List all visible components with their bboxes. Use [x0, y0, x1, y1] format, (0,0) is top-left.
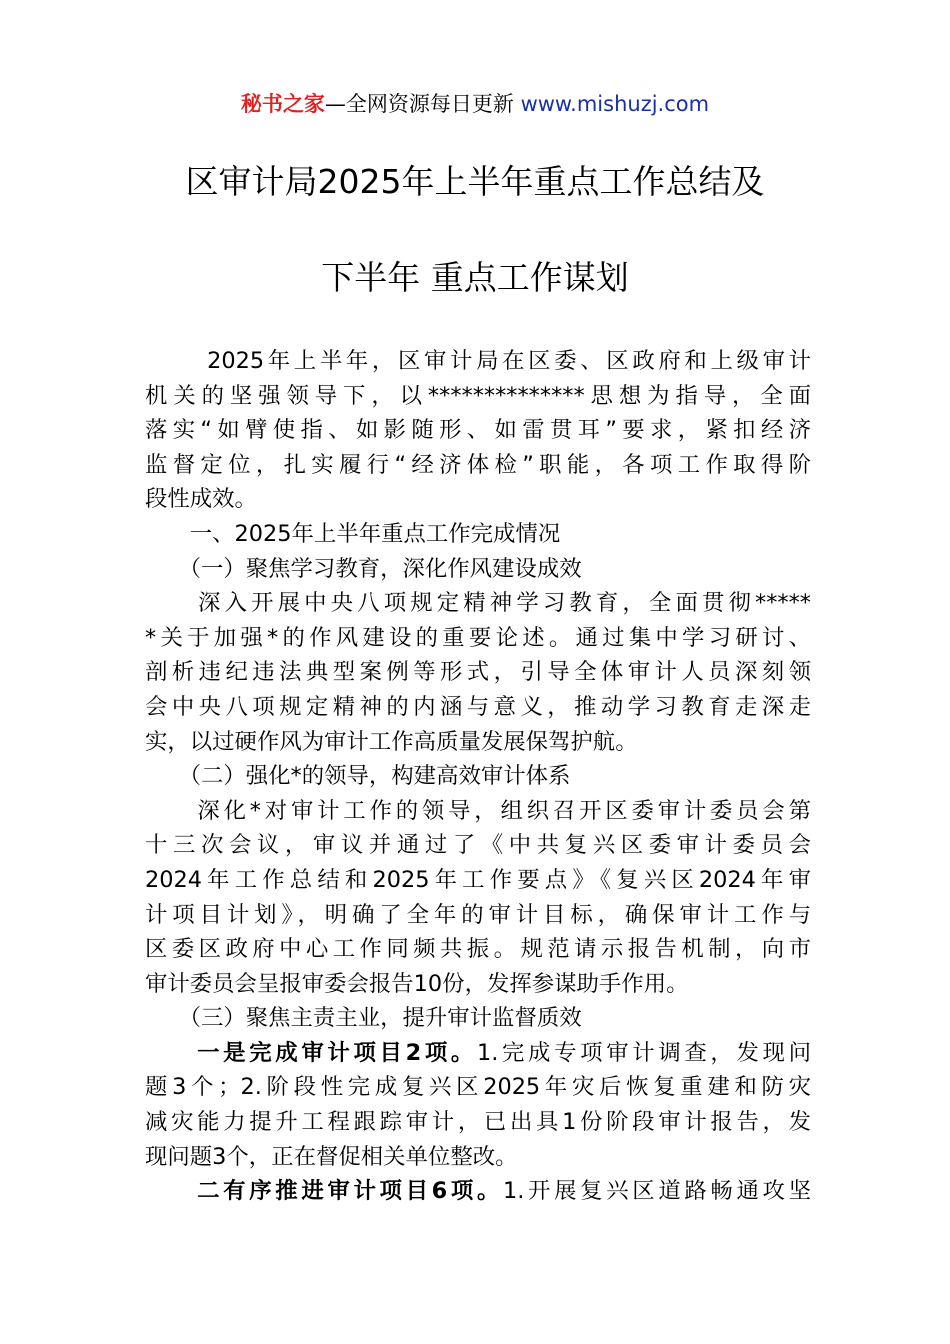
line-text: 落实“如臂使指、如影随形、如雷贯耳”要求，紧扣经济	[145, 417, 811, 444]
line-text: 计项目计划》，明确了全年的审计目标，确保审计工作与	[145, 901, 811, 928]
line-text: 十三次会议，审议并通过了《中共复兴区委审计委员会	[145, 832, 811, 859]
line-text: 监督定位，扎实履行“经济体检”职能，各项工作取得阶	[145, 451, 811, 478]
body-line	[145, 690, 811, 725]
site-header	[0, 88, 950, 120]
body-line	[145, 552, 811, 587]
document-body	[145, 344, 811, 1209]
line-text: 1.完成专项审计调查，发现问	[476, 1039, 811, 1066]
site-url-link[interactable]: www.mishuzj.com	[520, 92, 710, 116]
body-line	[145, 863, 811, 898]
body-line	[145, 1140, 811, 1175]
indent	[145, 798, 197, 824]
body-line	[145, 621, 811, 656]
line-text: 剖析违纪违法典型案例等形式，引导全体审计人员深刻领	[145, 659, 811, 686]
line-text: 减灾能力提升工程跟踪审计，已出具1份阶段审计报告，发	[145, 1109, 811, 1136]
line-text: 实，以过硬作风为审计工作高质量发展保驾护航。	[145, 728, 638, 755]
indent	[155, 348, 207, 374]
line-text: 深入开展中央八项规定精神学习教育，全面贯彻*****	[198, 590, 811, 617]
body-line	[145, 482, 811, 517]
body-line	[145, 932, 811, 967]
line-text: 现问题3个，正在督促相关单位整改。	[145, 1143, 518, 1170]
line-text: 段性成效。	[145, 486, 257, 513]
bold-lead-text: 一是完成审计项目2项。	[197, 1039, 477, 1066]
header-tagline: —全网资源每日更新	[324, 92, 514, 116]
indent	[145, 521, 190, 547]
body-line	[145, 828, 811, 863]
line-text: 2025年上半年，区审计局在区委、区政府和上级审计	[207, 348, 812, 374]
indent	[145, 1040, 197, 1066]
body-line	[145, 1036, 811, 1071]
indent	[145, 590, 198, 616]
line-text: 会中央八项规定精神的内涵与意义，推动学习教育走深走	[145, 693, 811, 720]
indent	[145, 763, 190, 789]
line-text: 1.开展复兴区道路畅通攻坚	[503, 1178, 811, 1205]
document-title-line-2: 下半年 重点工作谋划	[321, 258, 629, 297]
brand-name: 秘书之家	[240, 92, 325, 116]
body-line	[145, 655, 811, 690]
indent	[145, 556, 190, 582]
body-line	[145, 898, 811, 933]
line-text: 题3个；2.阶段性完成复兴区2025年灾后恢复重建和防灾	[145, 1074, 811, 1101]
bold-lead-text: 二有序推进审计项目6项。	[197, 1178, 503, 1205]
line-text: （二）强化*的领导，构建高效审计体系	[189, 763, 571, 790]
line-text: 区委区政府中心工作同频共振。规范请示报告机制，向市	[145, 936, 811, 963]
line-text: （三）聚焦主责主业，提升审计监督质效	[189, 1005, 582, 1032]
line-text: （一）聚焦学习教育，深化作风建设成效	[189, 555, 582, 582]
body-line	[145, 586, 811, 621]
body-line	[145, 1001, 811, 1036]
document-title-line-1: 区审计局2025年上半年重点工作总结及	[185, 162, 765, 201]
indent	[145, 1005, 190, 1031]
line-text: 2024年工作总结和2025年工作要点》《复兴区2024年审	[145, 866, 811, 893]
line-text: 深化*对审计工作的领导，组织召开区委审计委员会第	[197, 797, 811, 824]
body-line	[145, 759, 811, 794]
body-line	[145, 1105, 811, 1140]
line-text: *关于加强*的作风建设的重要论述。通过集中学习研讨、	[145, 624, 811, 651]
line-text: 一、2025年上半年重点工作完成情况	[189, 520, 561, 547]
body-line	[145, 344, 811, 379]
line-text: 机关的坚强领导下，以**************思想为指导，全面	[145, 382, 811, 409]
body-line	[145, 448, 811, 483]
body-line	[145, 967, 811, 1002]
body-line	[145, 413, 811, 448]
body-line	[145, 725, 811, 760]
line-text: 审计委员会呈报审委会报告10份，发挥参谋助手作用。	[145, 970, 689, 997]
body-line	[145, 1174, 811, 1209]
body-line	[145, 794, 811, 829]
body-line	[145, 517, 811, 552]
body-line	[145, 1070, 811, 1105]
body-line	[145, 379, 811, 414]
indent	[145, 1178, 197, 1204]
